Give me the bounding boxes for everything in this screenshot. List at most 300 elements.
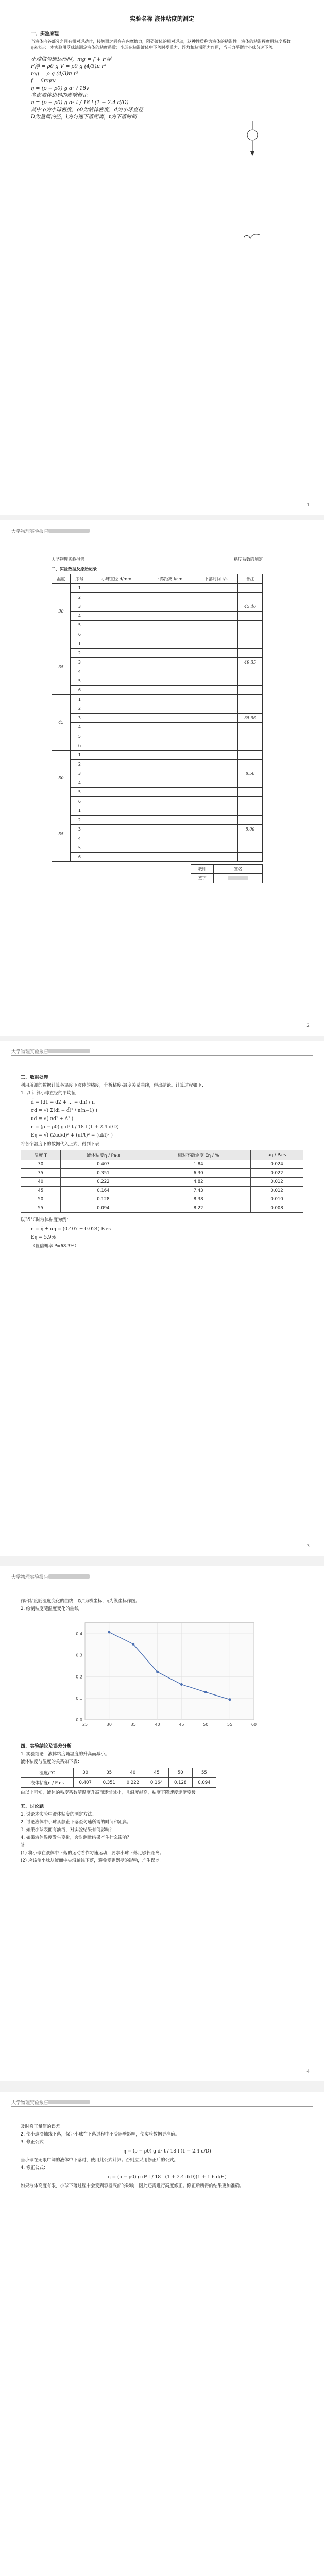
value-cell: 45.46 bbox=[238, 602, 263, 612]
y-tick-label: 0.0 bbox=[75, 1718, 82, 1722]
method-paragraph: 利用所测的数据计算各温度下液体的粘度，分析粘度-温度关系曲线，得出结论。计算过程如下： bbox=[21, 1083, 207, 1088]
index-cell: 1 bbox=[70, 695, 89, 704]
table-row bbox=[52, 788, 263, 797]
data-cell bbox=[238, 806, 263, 816]
report-page-2 bbox=[0, 520, 324, 1036]
table-row bbox=[52, 843, 263, 853]
value-cell: 0.094 bbox=[192, 1778, 216, 1788]
temperature-cell: 35 bbox=[52, 639, 71, 695]
table-row bbox=[52, 751, 263, 760]
y-tick-label: 0.3 bbox=[75, 1653, 82, 1658]
result-line-3: Eη = 5.9% bbox=[31, 1235, 56, 1240]
table-row bbox=[52, 639, 263, 649]
index-cell: 5 bbox=[70, 676, 89, 686]
table-cell: 30 bbox=[21, 1160, 61, 1169]
index-cell: 1 bbox=[70, 639, 89, 649]
header-cell: 35 bbox=[97, 1768, 121, 1778]
index-cell: 6 bbox=[70, 797, 89, 806]
formula-line: ud = √( σd² + Δ² ) bbox=[31, 1116, 74, 1122]
data-cell bbox=[194, 806, 238, 816]
data-cell bbox=[89, 602, 144, 612]
index-cell: 4 bbox=[70, 834, 89, 843]
report-title: 实验名称 液体粘度的测定 bbox=[130, 15, 194, 22]
data-cell bbox=[89, 853, 144, 862]
temperature-cell: 55 bbox=[52, 806, 71, 862]
column-header: 下落距离 l/cm bbox=[144, 574, 194, 584]
temperature-cell: 30 bbox=[52, 584, 71, 639]
table-cell: 7.43 bbox=[146, 1187, 251, 1195]
x-tick-label: 40 bbox=[154, 1722, 160, 1727]
data-cell bbox=[238, 788, 263, 797]
data-cell bbox=[238, 723, 263, 732]
data-cell bbox=[144, 843, 194, 853]
table-row bbox=[21, 1178, 303, 1187]
data-cell bbox=[194, 686, 238, 695]
data-cell bbox=[144, 584, 194, 593]
data-cell bbox=[89, 834, 144, 843]
index-cell: 3 bbox=[70, 602, 89, 612]
temperature-cell: 45 bbox=[52, 695, 71, 751]
data-point bbox=[204, 1691, 207, 1693]
data-cell bbox=[144, 704, 194, 714]
index-cell: 6 bbox=[70, 853, 89, 862]
table-cell: 35 bbox=[21, 1169, 61, 1178]
y-tick-label: 0.4 bbox=[75, 1631, 82, 1636]
index-cell: 3 bbox=[70, 825, 89, 834]
table-cell: 0.024 bbox=[251, 1160, 303, 1169]
value-cell: 0.407 bbox=[74, 1778, 97, 1788]
table-row bbox=[52, 834, 263, 843]
x-tick-label: 25 bbox=[82, 1722, 88, 1727]
table-row bbox=[52, 723, 263, 732]
column-header: 下落时间 t/s bbox=[194, 574, 238, 584]
data-cell bbox=[194, 825, 238, 834]
data-cell bbox=[194, 612, 238, 621]
answer-list bbox=[21, 1850, 303, 1865]
data-cell bbox=[89, 704, 144, 714]
handwritten-line: η = (ρ − ρ0) g d² t / 18 l (1 + 2.4 d/D) bbox=[31, 100, 129, 106]
table-row bbox=[52, 741, 263, 751]
data-cell bbox=[194, 704, 238, 714]
table-row bbox=[52, 806, 263, 816]
page-header: 大学物理实验报告 bbox=[11, 1573, 313, 1581]
formula-line: σd = √( Σ(di − d̄)² / n(n−1) ) bbox=[31, 1108, 97, 1113]
table-cell: 0.407 bbox=[60, 1160, 146, 1169]
table-cell: 8.38 bbox=[146, 1195, 251, 1204]
data-cell bbox=[89, 695, 144, 704]
page-header: 大学物理实验报告 bbox=[11, 2099, 313, 2107]
data-cell bbox=[194, 714, 238, 723]
data-cell bbox=[144, 658, 194, 667]
data-cell bbox=[144, 649, 194, 658]
table-row bbox=[52, 686, 263, 695]
table-row bbox=[52, 825, 263, 834]
data-cell bbox=[144, 602, 194, 612]
data-cell bbox=[194, 788, 238, 797]
data-cell bbox=[194, 834, 238, 843]
page-header: 大学物理实验报告 bbox=[11, 1048, 313, 1056]
data-cell bbox=[89, 639, 144, 649]
x-tick-label: 35 bbox=[130, 1722, 136, 1727]
data-cell bbox=[194, 853, 238, 862]
page-number: 4 bbox=[306, 2069, 310, 2074]
table-row bbox=[52, 649, 263, 658]
table-row bbox=[52, 732, 263, 741]
data-cell bbox=[238, 621, 263, 630]
index-cell: 5 bbox=[70, 843, 89, 853]
value-cell: 8.50 bbox=[238, 769, 263, 778]
index-cell: 2 bbox=[70, 593, 89, 602]
table-row bbox=[52, 714, 263, 723]
table-row bbox=[52, 630, 263, 639]
data-cell bbox=[89, 630, 144, 639]
table-row bbox=[52, 584, 263, 593]
table-row bbox=[52, 621, 263, 630]
table-note: 将各个温度下的数据代入上式，得到下表： bbox=[21, 1142, 104, 1147]
data-cell bbox=[89, 806, 144, 816]
handwritten-derivation bbox=[31, 56, 293, 121]
table-row bbox=[52, 593, 263, 602]
table-title: 二、实验数据及原始记录 bbox=[52, 567, 97, 571]
data-cell bbox=[194, 695, 238, 704]
data-cell bbox=[89, 649, 144, 658]
data-cell bbox=[89, 769, 144, 778]
column-header: uη / Pa·s bbox=[251, 1150, 303, 1160]
data-cell bbox=[144, 825, 194, 834]
column-header: 温度 bbox=[52, 574, 71, 584]
table-cell: 45 bbox=[21, 1187, 61, 1195]
data-cell bbox=[144, 714, 194, 723]
data-cell bbox=[238, 630, 263, 639]
index-cell: 4 bbox=[70, 723, 89, 732]
page-number: 2 bbox=[306, 1023, 310, 1028]
data-cell bbox=[89, 676, 144, 686]
section-heading-conclusion: 四、实验结论及误差分析 bbox=[21, 1744, 72, 1749]
data-cell bbox=[194, 769, 238, 778]
sign-label-teacher: 教师 bbox=[191, 865, 214, 874]
record-table-header bbox=[52, 574, 263, 584]
table-row bbox=[52, 760, 263, 769]
data-cell bbox=[238, 584, 263, 593]
table-cell: 50 bbox=[21, 1195, 61, 1204]
handwritten-line: F浮 = ρ0 g V = ρ0 g (4/3)π r³ bbox=[31, 64, 107, 70]
data-cell bbox=[194, 621, 238, 630]
discussion-item: 2. 讨论液体中小球从静止下落至匀速所需的时间和距离。 bbox=[21, 1820, 131, 1825]
data-cell bbox=[238, 778, 263, 788]
header-cell: 55 bbox=[192, 1768, 216, 1778]
data-cell bbox=[144, 723, 194, 732]
data-cell bbox=[194, 723, 238, 732]
handwritten-line: η = (ρ − ρ0) g d² / 18v bbox=[31, 86, 89, 91]
index-cell: 4 bbox=[70, 667, 89, 676]
data-point bbox=[156, 1671, 159, 1673]
data-cell bbox=[194, 741, 238, 751]
page-number: 1 bbox=[306, 503, 310, 508]
index-cell: 4 bbox=[70, 778, 89, 788]
data-cell bbox=[238, 612, 263, 621]
column-header: 备注 bbox=[238, 574, 263, 584]
table-cell: 0.008 bbox=[251, 1204, 303, 1213]
results-table bbox=[21, 1150, 303, 1213]
data-cell bbox=[238, 797, 263, 806]
temperature-cell: 50 bbox=[52, 751, 71, 806]
index-cell: 2 bbox=[70, 704, 89, 714]
data-cell bbox=[89, 667, 144, 676]
table-row bbox=[52, 769, 263, 778]
note-line-3: 3. 修正公式： bbox=[21, 2140, 48, 2145]
data-cell bbox=[194, 667, 238, 676]
report-page-5 bbox=[0, 2092, 324, 2576]
conclusion-1: 1. 实验结论：液体粘度随温度的升高而减小。 bbox=[21, 1752, 110, 1757]
data-cell bbox=[89, 797, 144, 806]
column-header: 序号 bbox=[70, 574, 89, 584]
y-tick-label: 0.2 bbox=[75, 1674, 82, 1680]
step-1: 1. 以 计算小球直径的平均值 bbox=[21, 1091, 76, 1096]
data-cell bbox=[89, 788, 144, 797]
data-cell bbox=[194, 732, 238, 741]
note-line-1: 及时修正量筒的误差 bbox=[21, 2124, 60, 2129]
table-cell: 0.012 bbox=[251, 1187, 303, 1195]
data-cell bbox=[89, 714, 144, 723]
sign-label-name: 签名 bbox=[214, 865, 263, 874]
index-cell: 5 bbox=[70, 732, 89, 741]
data-cell bbox=[194, 593, 238, 602]
data-cell bbox=[238, 649, 263, 658]
data-cell bbox=[89, 751, 144, 760]
data-cell bbox=[238, 593, 263, 602]
note-line-5: 4. 修正公式： bbox=[21, 2165, 48, 2171]
table-cell: 0.128 bbox=[60, 1195, 146, 1204]
index-cell: 5 bbox=[70, 621, 89, 630]
conclusion-2: 液体粘度与温度的关系如下表： bbox=[21, 1759, 82, 1765]
conclusion-table bbox=[21, 1768, 216, 1788]
index-cell: 6 bbox=[70, 686, 89, 695]
index-cell: 3 bbox=[70, 658, 89, 667]
page-number: 3 bbox=[306, 1544, 310, 1549]
result-line-2: η = η̄ ± uη = (0.407 ± 0.024) Pa·s bbox=[31, 1227, 111, 1232]
formula-line: d̄ = (d1 + d2 + … + dn) / n bbox=[31, 1100, 95, 1105]
header-cell: 45 bbox=[145, 1768, 168, 1778]
note-line-4: 当小球在无限广阔的液体中下落时，使用此公式计算；否则应采用修正后的公式。 bbox=[21, 2158, 179, 2163]
index-cell: 2 bbox=[70, 816, 89, 825]
table-row bbox=[52, 658, 263, 667]
index-cell: 6 bbox=[70, 630, 89, 639]
data-cell bbox=[238, 834, 263, 843]
index-cell: 1 bbox=[70, 806, 89, 816]
data-cell bbox=[89, 741, 144, 751]
table-row bbox=[52, 602, 263, 612]
index-cell: 4 bbox=[70, 612, 89, 621]
data-point bbox=[228, 1698, 231, 1701]
data-point bbox=[132, 1643, 134, 1646]
data-cell bbox=[194, 797, 238, 806]
page-header: 大学物理实验报告 bbox=[11, 528, 313, 535]
closing-paragraph: 如果液体高度有限，小球下落过程中会受到容器底部的影响，因此还需进行高度修正。修正后所得的结果更加准确。 bbox=[21, 2183, 244, 2189]
value-cell: 35.96 bbox=[238, 714, 263, 723]
data-cell bbox=[89, 778, 144, 788]
table-cell: 0.022 bbox=[251, 1169, 303, 1178]
data-cell bbox=[144, 760, 194, 769]
handwritten-line: f = 6πηrv bbox=[31, 78, 56, 84]
value-cell: 0.351 bbox=[97, 1778, 121, 1788]
index-cell: 1 bbox=[70, 751, 89, 760]
data-cell bbox=[89, 843, 144, 853]
value-cell: 5.00 bbox=[238, 825, 263, 834]
data-cell bbox=[89, 816, 144, 825]
data-cell bbox=[144, 751, 194, 760]
column-header: 小球直径 d/mm bbox=[89, 574, 144, 584]
data-cell bbox=[89, 658, 144, 667]
formula-line: η = (ρ − ρ0) g d² t / 18 l (1 + 2.4 d/D) bbox=[31, 1125, 119, 1130]
table-cell: 1.84 bbox=[146, 1160, 251, 1169]
result-line-1: 以35°C时液体粘度为例： bbox=[21, 1217, 71, 1223]
table-row bbox=[52, 667, 263, 676]
table-cell: 0.164 bbox=[60, 1187, 146, 1195]
value-cell: 0.222 bbox=[121, 1778, 145, 1788]
data-cell bbox=[194, 816, 238, 825]
index-cell: 3 bbox=[70, 714, 89, 723]
column-header: 相对不确定度 Eη / % bbox=[146, 1150, 251, 1160]
data-cell bbox=[238, 732, 263, 741]
value-cell: 0.128 bbox=[168, 1778, 192, 1788]
data-cell bbox=[194, 778, 238, 788]
result-line-4: （置信概率 P=68.3%） bbox=[31, 1244, 79, 1249]
data-cell bbox=[144, 788, 194, 797]
data-cell bbox=[238, 667, 263, 676]
data-cell bbox=[144, 732, 194, 741]
data-cell bbox=[194, 676, 238, 686]
data-cell bbox=[89, 723, 144, 732]
report-page-4 bbox=[0, 1566, 324, 2081]
value-cell: 49.35 bbox=[238, 658, 263, 667]
data-cell bbox=[144, 667, 194, 676]
index-cell: 2 bbox=[70, 760, 89, 769]
data-point bbox=[180, 1683, 182, 1686]
x-tick-label: 50 bbox=[202, 1722, 208, 1727]
x-tick-label: 30 bbox=[106, 1722, 112, 1727]
record-table bbox=[52, 574, 263, 862]
inner-header: 大学物理实验报告 粘度系数的测定 bbox=[52, 556, 263, 563]
viscosity-temperature-chart bbox=[64, 1617, 260, 1735]
table-cell: 8.22 bbox=[146, 1204, 251, 1213]
discussion-list bbox=[21, 1811, 303, 1841]
check-mark bbox=[242, 232, 263, 242]
signature-table bbox=[191, 864, 263, 883]
table-cell: 0.222 bbox=[60, 1178, 146, 1187]
discussion-item: 4. 如果液体温度发生变化，会对测量结果产生什么影响？ bbox=[21, 1835, 131, 1840]
index-cell: 3 bbox=[70, 769, 89, 778]
answer-item: (1) 将小球在液体中下落的运动看作匀速运动，要求小球下落足够长距离。 bbox=[21, 1851, 164, 1856]
table-row bbox=[52, 695, 263, 704]
table-cell: 4.82 bbox=[146, 1178, 251, 1187]
table-row bbox=[52, 816, 263, 825]
table-row bbox=[21, 1187, 303, 1195]
data-cell bbox=[194, 630, 238, 639]
data-cell bbox=[144, 834, 194, 843]
corrected-formula-2: η = (ρ − ρ0) g d² t / 18 l (1 + 2.4 d/D)(1 + 1.6 d/H) bbox=[108, 2175, 227, 2180]
data-cell bbox=[194, 751, 238, 760]
conclusion-3: 由以上可知，液体的粘度系数随温度升高而逐渐减小，且温度越高，粘度下降速度逐渐变缓。 bbox=[21, 1790, 200, 1795]
x-tick-label: 45 bbox=[178, 1722, 184, 1727]
table-cell: 40 bbox=[21, 1178, 61, 1187]
sign-label-sign: 签字 bbox=[191, 874, 214, 883]
table-row bbox=[52, 797, 263, 806]
section-heading: 一、实验原理 bbox=[31, 31, 59, 37]
formula-line: Eη = √( (2ud/d)² + (ut/t)² + (ul/l)² ) bbox=[31, 1133, 113, 1138]
data-cell bbox=[89, 584, 144, 593]
row-label: 液体粘度η / Pa·s bbox=[21, 1778, 74, 1788]
plot-area bbox=[85, 1623, 254, 1720]
handwritten-line: D为量筒内径，l为匀速下落距离，t为下落时间 bbox=[31, 114, 137, 120]
table-cell: 55 bbox=[21, 1204, 61, 1213]
table-row bbox=[52, 676, 263, 686]
handwritten-line: 考虑液体边界的影响修正 bbox=[31, 93, 88, 98]
data-cell bbox=[144, 686, 194, 695]
data-cell bbox=[194, 843, 238, 853]
table-row bbox=[21, 1169, 303, 1178]
data-cell bbox=[144, 630, 194, 639]
table-row bbox=[52, 853, 263, 862]
report-page-3 bbox=[0, 1041, 324, 1556]
data-cell bbox=[144, 741, 194, 751]
data-cell bbox=[238, 686, 263, 695]
discussion-item: 3. 如果小球表面有油污，对实验结果有何影响？ bbox=[21, 1827, 114, 1833]
data-cell bbox=[144, 593, 194, 602]
answer-title: 答： bbox=[21, 1843, 30, 1848]
data-cell bbox=[238, 639, 263, 649]
x-tick-label: 60 bbox=[251, 1722, 257, 1727]
plot-intro: 作出粘度随温度变化的曲线，以T为横坐标，η为纵坐标作图。 bbox=[21, 1599, 140, 1604]
data-cell bbox=[144, 639, 194, 649]
table-row bbox=[52, 704, 263, 714]
data-cell bbox=[238, 676, 263, 686]
index-cell: 1 bbox=[70, 584, 89, 593]
formula-list bbox=[21, 1100, 303, 1138]
corrected-formula-1: η = (ρ − ρ0) g d² t / 18 l (1 + 2.4 d/D) bbox=[123, 2149, 211, 2154]
data-cell bbox=[144, 816, 194, 825]
header-cell: 50 bbox=[168, 1768, 192, 1778]
data-cell bbox=[194, 584, 238, 593]
answer-item: (2) 应该使小球从液面中央沿轴线下落，避免受到器壁的影响，产生误差。 bbox=[21, 1858, 164, 1863]
column-header: 液体粘度η / Pa·s bbox=[60, 1150, 146, 1160]
step-2: 2. 绘制粘度随温度变化的曲线 bbox=[21, 1606, 79, 1612]
table-cell: 6.30 bbox=[146, 1169, 251, 1178]
table-cell: 0.351 bbox=[60, 1169, 146, 1178]
y-tick-label: 0.1 bbox=[75, 1696, 82, 1701]
data-cell bbox=[238, 741, 263, 751]
data-cell bbox=[238, 816, 263, 825]
data-cell bbox=[194, 602, 238, 612]
handwritten-line: mg = ρ g (4/3)π r³ bbox=[31, 71, 78, 77]
index-cell: 6 bbox=[70, 741, 89, 751]
data-cell bbox=[238, 751, 263, 760]
section-heading-discussion: 五、讨论题 bbox=[21, 1804, 44, 1809]
data-cell bbox=[194, 760, 238, 769]
data-cell bbox=[194, 639, 238, 649]
index-cell: 5 bbox=[70, 788, 89, 797]
data-cell bbox=[89, 760, 144, 769]
column-header: 温度 T bbox=[21, 1150, 61, 1160]
data-cell bbox=[238, 853, 263, 862]
data-cell bbox=[89, 686, 144, 695]
section-heading: 三、数据处理 bbox=[21, 1075, 49, 1080]
data-cell bbox=[144, 769, 194, 778]
data-cell bbox=[194, 649, 238, 658]
data-cell bbox=[144, 853, 194, 862]
data-cell bbox=[238, 704, 263, 714]
ball-diagram bbox=[237, 118, 268, 160]
data-cell bbox=[144, 778, 194, 788]
